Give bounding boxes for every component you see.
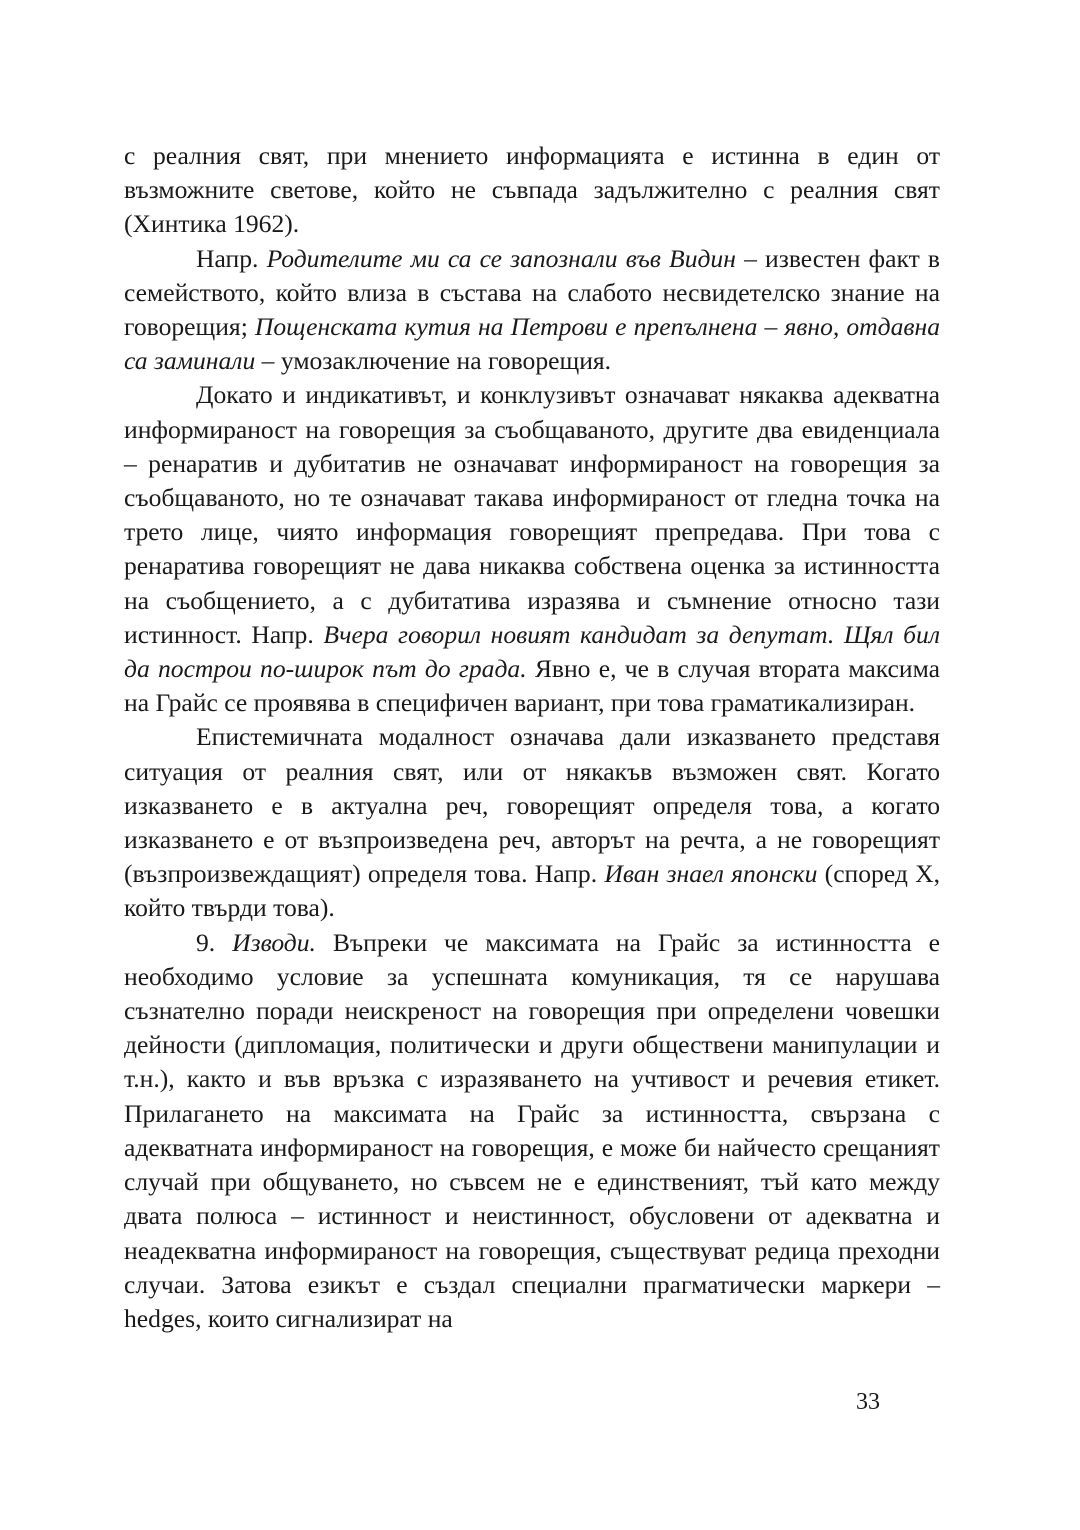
paragraph-text: – известен факт в семейството, който влиза в състава на слабото несвидетелско знание на говорещия;: [124, 243, 941, 342]
paragraph-conclusions: [124, 926, 940, 1336]
document-page: [124, 139, 940, 1336]
paragraph-text: Въпреки че максимата на Грайс за истинността е необходимо условие за успешната комуникация, тя се нарушава съзнателно поради неискреност на говорещия при определени човешки дейности (дипломация, политически и други обществени манипулации и т.н.), както и във връзка с изразяването на учтивост и речевия етикет. Прилагането на максимата на Грайс за истинността, свързана с адекватната информираност на говорещия, е може би найчесто срещаният случай при общуването, но съвсем не е единственият, тъй като между двата полюса – истинност и неистинност, обусловени от адекватна и неадекватна информираност на говорещия, съществуват редица преходни случаи. Затова езикът е създал специални прагматически маркери – hedges, които сигнализират на: [124, 927, 941, 1333]
paragraph-text: – умозаключение на говорещия.: [255, 346, 612, 376]
paragraph-text: Докато и индикативът, и конклузивът означават някаква адекватна информираност на говорещия за съобщаваното, другите два евиденциала – ренаратив и дубитатив не означават информираност на говорещия за съобщаваното, но те означават такава информираност от гледна точка на трето лице, чиято информация говорещият препредава. При това с ренаратива говорещият не дава никаква собствена оценка за истинността на съобщението, а с дубитатива изразява и съмнение относно тази истинност. Напр.: [124, 380, 940, 649]
section-heading-italic: Изводи.: [232, 927, 316, 957]
paragraph-evidentials: [124, 378, 940, 720]
page-number: 33: [856, 1389, 880, 1415]
paragraph-text: Явно е, че в случая втората максима на Грайс се проявява в специфичен вариант, при това граматикализиран.: [124, 654, 940, 718]
example-italic: Пощенската кутия на Петрови е препълнена – явно, отдавна са заминали: [124, 312, 940, 376]
paragraph-text: с реалния свят, при мнението информацията е истинна в един от възможните светове, който не съвпада задължително с реалния свят (Хинтика 1962).: [124, 141, 940, 239]
paragraph-text: 9.: [196, 927, 233, 957]
paragraph-example-vidin: [124, 242, 940, 379]
paragraph-text: Епистемичната модалност означава дали изказването представя ситуация от реалния свят, или от някакъв възможен свят. Когато изказването е в актуална реч, говорещият определя това, а когато изказването е от възпроизведена реч, авторът на речта, а не говорещият (възпроизвеждащият) определя това. Напр.: [124, 722, 940, 889]
paragraph-text: Напр.: [196, 243, 267, 273]
example-italic: Иван знаел японски: [604, 859, 818, 889]
paragraph-epistemic-modality: [124, 720, 940, 925]
paragraph-text: (според X, който твърди това).: [124, 859, 940, 923]
example-italic: Родителите ми са се запознали във Видин: [266, 243, 736, 273]
example-italic: Вчера говорил новият кандидат за депутат. Щял бил да построи по-широк път до града.: [124, 619, 940, 684]
paragraph-hintikka: [124, 139, 940, 242]
